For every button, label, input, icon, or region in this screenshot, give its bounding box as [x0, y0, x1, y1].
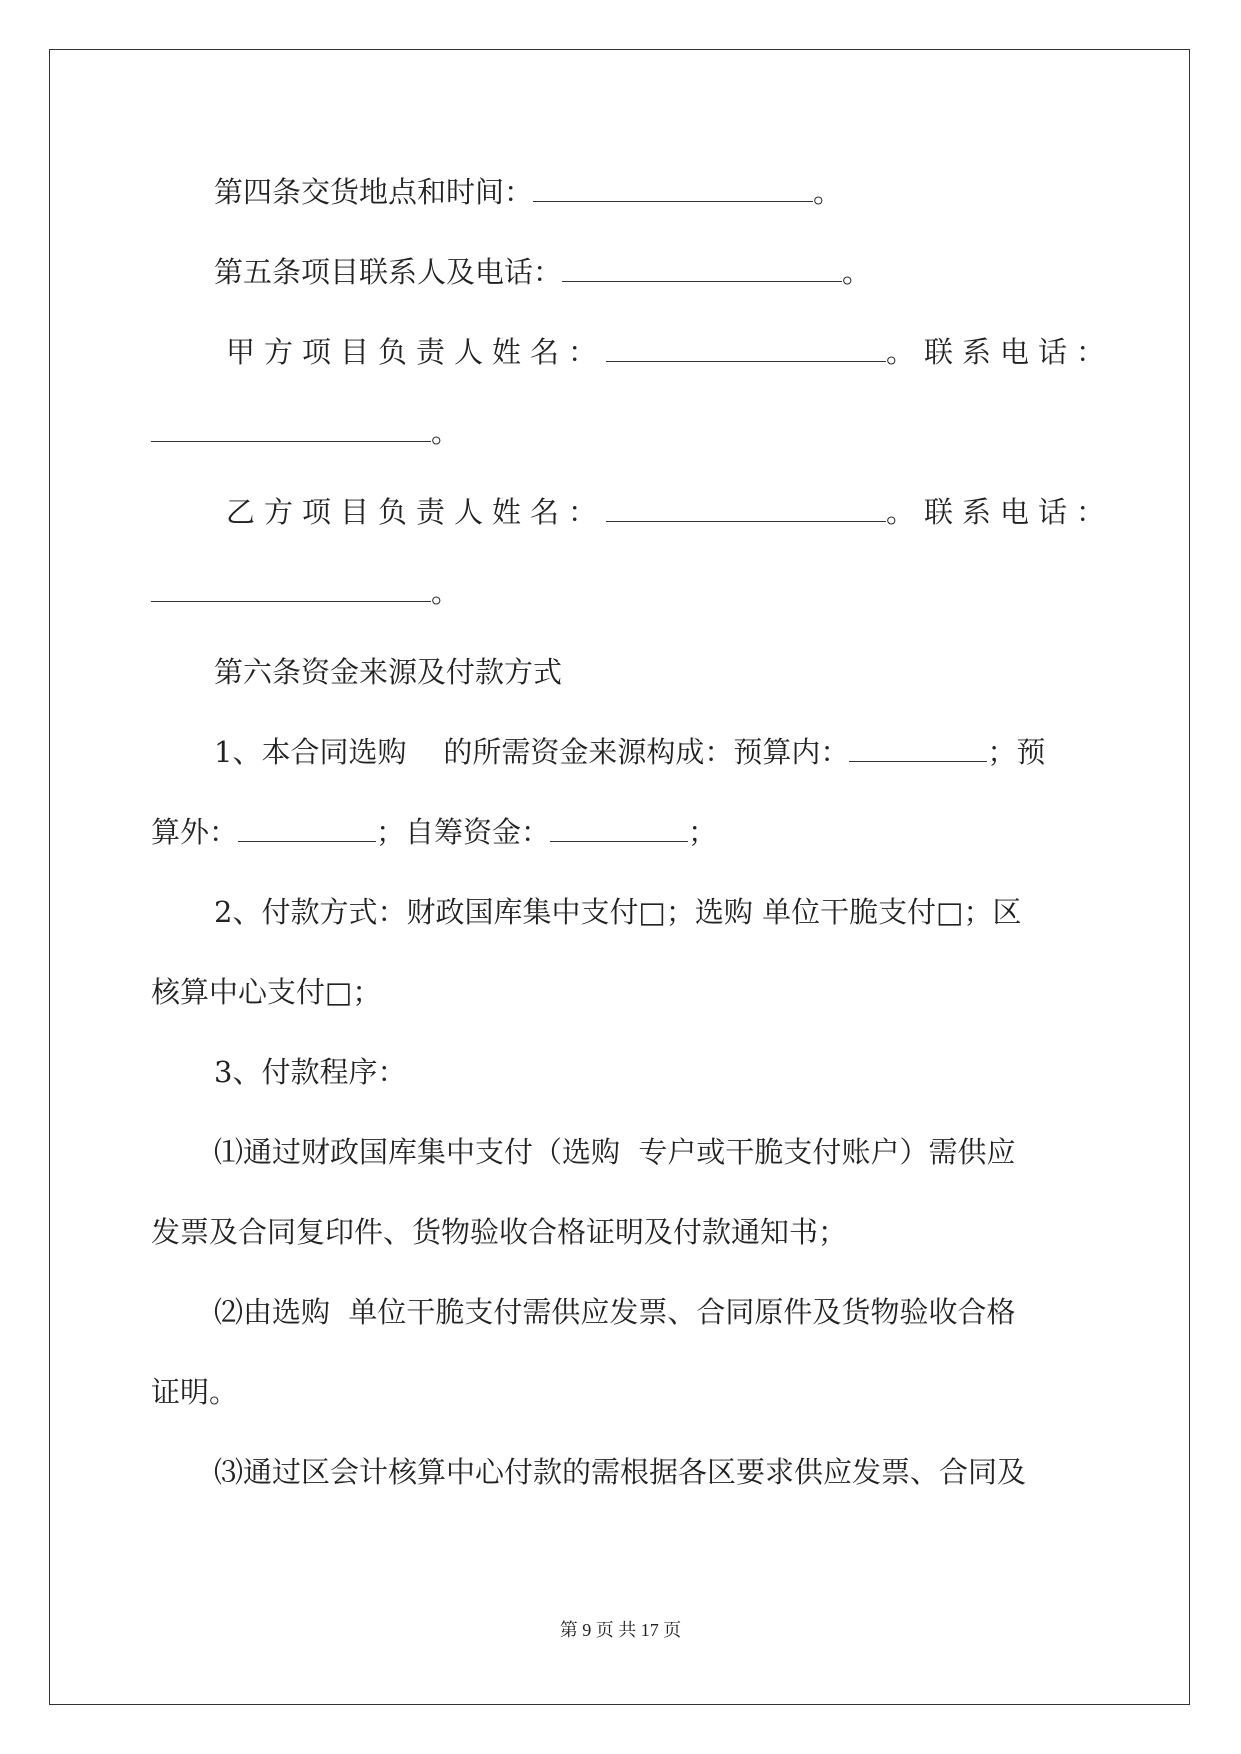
item-2-line-1: 2、付款方式：财政国库集中支付□；选购 单位干脆支付□；区: [214, 895, 1022, 929]
page-number-footer: 第 9 页 共 17 页: [559, 1620, 682, 1640]
article-6-title: 第六条资金来源及付款方式: [214, 655, 563, 689]
item-3-line-1: 3、付款程序：: [214, 1055, 407, 1089]
party-a-phone-blank[interactable]: [151, 415, 431, 442]
party-a-line: 甲方项目负责人姓名： 。联系电话：: [226, 335, 1115, 369]
party-b-phone-blank[interactable]: [151, 575, 431, 602]
party-b-name-blank[interactable]: [606, 495, 886, 522]
budget-inside-blank[interactable]: [849, 735, 987, 762]
article-5-line: 第五条项目联系人及电话： 。: [214, 255, 872, 289]
procedure-1-line-2: 发票及合同复印件、货物验收合格证明及付款通知书；: [151, 1215, 848, 1249]
procedure-1-line-1: ⑴通过财政国库集中支付（选购 专户或干脆支付账户）需供应: [214, 1135, 1016, 1169]
budget-outside-blank[interactable]: [238, 815, 376, 842]
procedure-2-line-1: ⑵由选购 单位干脆支付需供应发票、合同原件及货物验收合格: [214, 1295, 1016, 1329]
party-a-name-blank[interactable]: [606, 335, 886, 362]
party-a-label: 甲方项目负责人姓名：: [226, 335, 607, 369]
procedure-2-line-2: 证明。: [151, 1375, 239, 1409]
item-1-line-1: 1、本合同选购 的所需资金来源构成：预算内： ；预: [214, 735, 1046, 769]
contact-phone-blank[interactable]: [562, 255, 842, 282]
article-5-label: 第五条项目联系人及电话：: [214, 255, 563, 289]
procedure-3-line-1: ⑶通过区会计核算中心付款的需根据各区要求供应发票、合同及: [214, 1455, 1027, 1489]
self-funding-blank[interactable]: [550, 815, 688, 842]
party-b-phone-line: 。: [151, 575, 460, 609]
delivery-place-time-blank[interactable]: [533, 175, 813, 202]
article-4-label: 第四条交货地点和时间：: [214, 175, 534, 209]
item-1-line-2: 算外： ；自筹资金： ；: [151, 815, 718, 849]
party-b-label: 乙方项目负责人姓名：: [226, 495, 607, 529]
article-4-line: 第四条交货地点和时间： 。: [214, 175, 843, 209]
party-b-line: 乙方项目负责人姓名： 。联系电话：: [226, 495, 1115, 529]
item-2-line-2: 核算中心支付□；: [151, 975, 382, 1009]
party-a-phone-line: 。: [151, 415, 460, 449]
